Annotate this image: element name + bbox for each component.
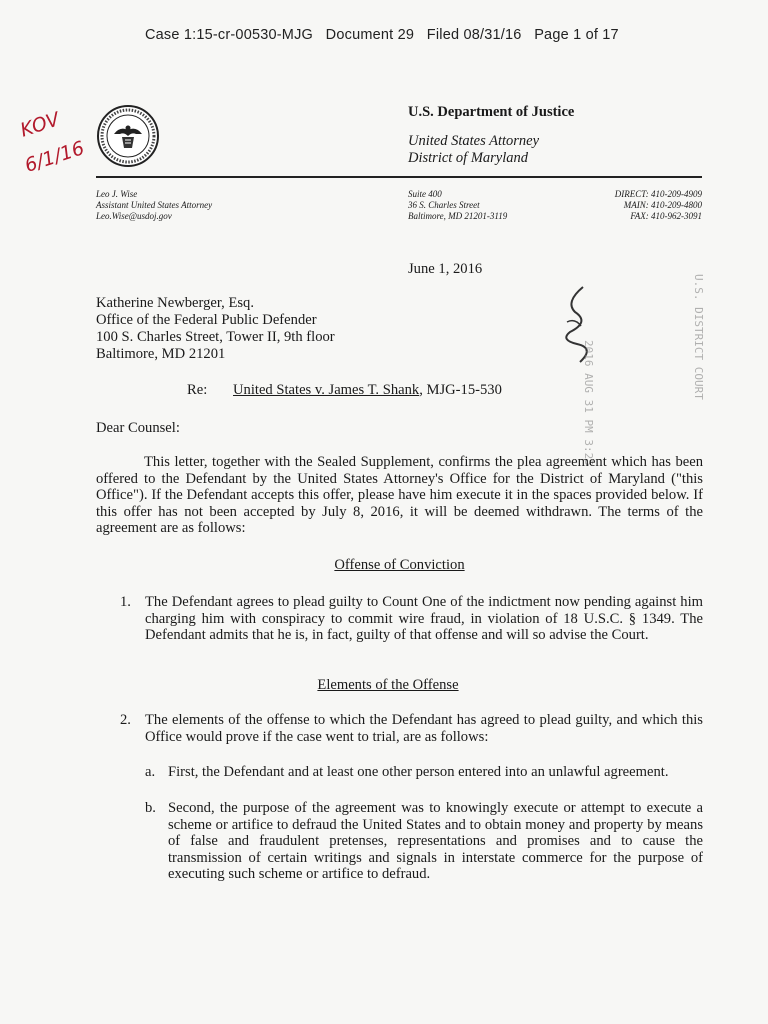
salutation: Dear Counsel: — [96, 420, 180, 436]
intro-paragraph: This letter, together with the Sealed Supplement, confirms the plea agreement which has been offered to the Defendant by the United States Attorney's Office for the District of Maryland ("this Office"). If the Defendant accepts this offer, please have him execute it in the spaces provided below. If this offer has not been accepted by July 8, 2016, it will be deemed withdrawn. The terms of the agreement are as follows: — [96, 454, 703, 536]
recipient-street: 100 S. Charles Street, Tower II, 9th floor — [96, 329, 335, 345]
section-2-number: 2. — [120, 712, 131, 728]
re-case-number: , MJG-15-530 — [419, 382, 502, 398]
heading-elements-of-offense: Elements of the Offense — [317, 677, 459, 693]
stamp-date: 2016 AUG 31 PM 3:25 — [582, 340, 595, 466]
element-b-text: Second, the purpose of the agreement was to knowingly execute or attempt to execute a scheme or artifice to defraud the United States and to obtain money and property by means of false and fraudulent pretenses, representations and promises and to cause the transmission of certain writings and signals in interstate commerce for the purpose of executing such scheme or artifice to defraud. — [168, 800, 703, 882]
contact-fax: FAX: 410-962-3091 — [630, 211, 702, 221]
recipient-name: Katherine Newberger, Esq. — [96, 295, 254, 311]
letter-date: June 1, 2016 — [408, 261, 483, 277]
sender-title: Assistant United States Attorney — [96, 200, 213, 210]
office-address — [408, 189, 507, 222]
office-district: District of Maryland — [408, 150, 529, 166]
court-filing-header: Case 1:15-cr-00530-MJG Document 29 Filed 08/31/16 Page 1 of 17 — [145, 27, 619, 43]
filing-stamp — [555, 270, 725, 466]
re-label: Re: — [187, 382, 208, 398]
re-line — [233, 382, 502, 399]
recipient-office: Office of the Federal Public Defender — [96, 312, 317, 328]
heading-offense-of-conviction: Offense of Conviction — [334, 557, 465, 573]
address-suite: Suite 400 — [408, 189, 442, 199]
section-1-text: The Defendant agrees to plead guilty to Count One of the indictment now pending against him charging him with conspiracy to commit wire fraud, in violation of 18 U.S.C. § 1349. The Defendant admits that he is, in fact, guilty of that offense and will so advise the Court. — [145, 594, 703, 643]
section-2-text: The elements of the offense to which the Defendant has agreed to plead guilty, and which this Office would prove if the case went to trial, are as follows: — [145, 712, 703, 745]
sender-email: Leo.Wise@usdoj.gov — [96, 211, 172, 221]
sender-block — [96, 189, 212, 222]
office-title: United States Attorney — [408, 133, 540, 149]
sender-name: Leo J. Wise — [96, 189, 138, 199]
handwritten-annotation — [18, 100, 88, 190]
department-name: U.S. Department of Justice — [408, 104, 575, 120]
element-b-label: b. — [145, 800, 156, 816]
letterhead-rule — [96, 176, 702, 178]
handwritten-date: 6/1/16 — [22, 137, 88, 177]
recipient-block — [96, 295, 335, 363]
contact-block — [560, 189, 702, 222]
address-city: Baltimore, MD 21201-3119 — [408, 211, 508, 221]
element-a-text: First, the Defendant and at least one other person entered into an unlawful agreement. — [168, 764, 669, 780]
re-case-name: United States v. James T. Shank — [233, 382, 420, 398]
address-street: 36 S. Charles Street — [408, 200, 480, 210]
contact-direct: DIRECT: 410-209-4909 — [614, 189, 702, 199]
section-1-number: 1. — [120, 594, 131, 610]
recipient-city: Baltimore, MD 21201 — [96, 346, 226, 362]
doj-seal-icon — [96, 104, 160, 168]
contact-main: MAIN: 410-209-4800 — [623, 200, 702, 210]
stamp-court: U.S. DISTRICT COURT — [692, 274, 705, 400]
element-a-label: a. — [145, 764, 156, 780]
handwritten-initials: KOV — [17, 108, 63, 142]
